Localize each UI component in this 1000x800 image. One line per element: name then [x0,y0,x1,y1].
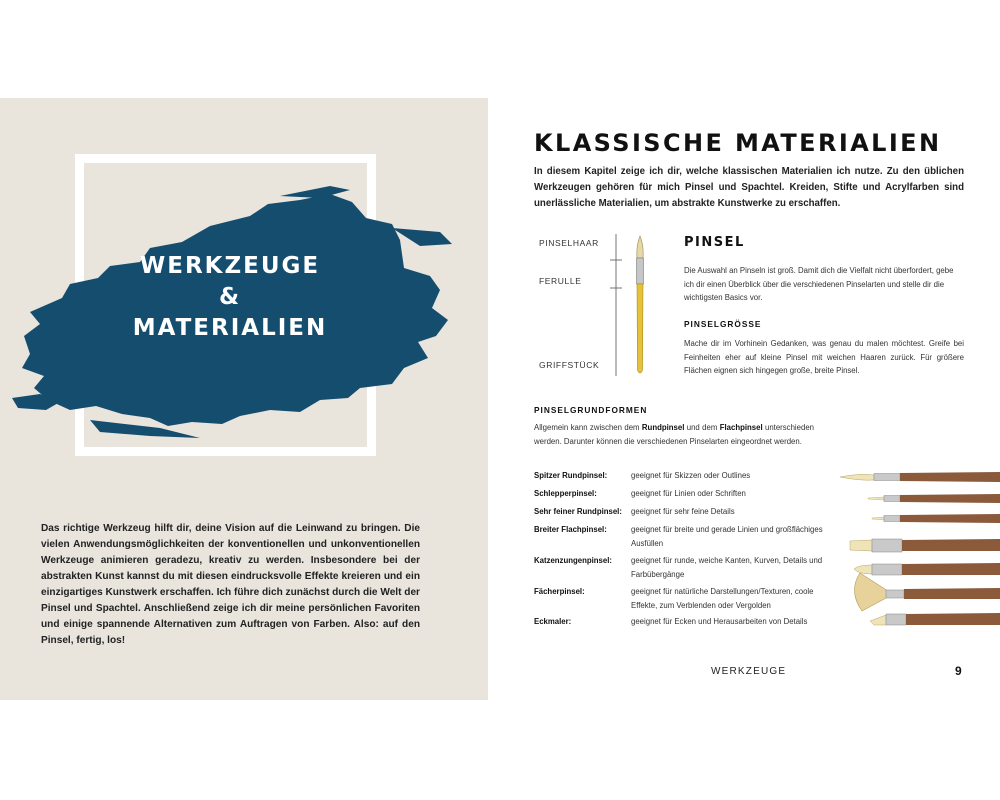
page-title: KLASSISCHE MATERIALIEN [534,129,942,157]
grundformen-text-b: und dem [684,423,720,432]
hero-title-line1: WERKZEUGE [139,253,321,279]
pinselgrundformen-heading: PINSELGRUNDFORMEN [534,405,648,415]
brush-type-name: Fächerpinsel: [534,587,585,596]
grundformen-text-c: unterschieden werden. Darunter können die verschiedenen Pinselarten eingeordnet werden. [534,423,814,446]
pinselgrundformen-paragraph [534,421,814,449]
brush-fine-round-icon [872,514,1000,523]
brush-flat-wide-icon [850,539,1000,552]
brush-type-name: Sehr feiner Rundpinsel: [534,507,622,516]
pinsel-paragraph: Die Auswahl an Pinseln ist groß. Damit dich die Vielfalt nicht überfordert, gebe ich dir einen Überblick über die verschiedenen Pinselarten und stelle dir die wichtigsten Basics vor. [684,266,954,302]
footer-chapter-label: WERKZEUGE [711,666,787,677]
rundpinsel-term: Rundpinsel [641,423,685,432]
brush-type-desc: geeignet für runde, weiche Kanten, Kurven, Details und Farbübergänge [631,556,823,579]
brush-round-pointed-icon [840,472,1000,482]
brush-type-name: Eckmaler: [534,617,572,626]
brush-type-desc: geeignet für Skizzen oder Outlines [631,471,751,480]
label-ferulle: FERULLE [539,276,582,286]
brush-type-desc: geeignet für Ecken und Herausarbeiten von Details [631,617,808,626]
brush-type-desc: geeignet für sehr feine Details [631,507,735,516]
page-number: 9 [955,664,962,678]
left-page [0,98,488,700]
flachpinsel-term: Flachpinsel [719,423,763,432]
lead-paragraph: In diesem Kapitel zeige ich dir, welche klassischen Materialien ich nutze. Zu den üblichen Werkzeugen gehören für mich Pinsel und Spachtel. Kreiden, Stifte und Acrylfarben sind unerlässliche Materialien, um abstrakte Kunstwerke zu erschaffen. [534,166,964,209]
brush-type-name: Katzenzungenpinsel: [534,556,612,565]
grundformen-text-a: Allgemein kann zwischen dem [534,423,642,432]
brush-type-desc: geeignet für Linien oder Schriften [631,489,746,498]
label-griffstueck: GRIFFSTÜCK [539,360,600,370]
brush-anatomy-diagram [600,230,660,380]
brush-types-illustration [840,465,1000,635]
brush-filbert-icon [854,563,1000,575]
brush-type-desc: geeignet für natürliche Darstellungen/Texturen, coole Effekte, zum Verblenden oder Vergolden [631,587,814,610]
brush-type-desc: geeignet für breite und gerade Linien und großflächiges Ausfüllen [631,525,823,548]
intro-paragraph: Das richtige Werkzeug hilft dir, deine Vision auf die Leinwand zu bringen. Die vielen Anwendungsmöglichkeiten der konventionellen und unkonventionellen Werkzeuge animieren geradezu, kreativ zu werden. Insbesondere bei der abstrakten Kunst kannst du mit diesen eindrucksvolle Effekte kreieren und ein einzigartiges Kunstwerk erschaffen. Ich führe dich zunächst durch die Welt der Pinsel und Spachtel. Anschließend zeige ich dir meine persönlichen Favoriten und einige spannende Alternativen zum Auftragen von Farben. Also: auf den Pinsel, fertig, los! [41,523,420,646]
brush-fan-icon [854,573,1000,611]
brush-type-name: Schlepperpinsel: [534,489,597,498]
brush-angular-icon [870,613,1000,625]
brush-type-name: Breiter Flachpinsel: [534,525,607,534]
brush-type-name: Spitzer Rundpinsel: [534,471,608,480]
brush-liner-icon [868,494,1000,503]
pinselgroesse-heading: PINSELGRÖSSE [684,319,762,329]
hero-title-line3: MATERIALIEN [132,315,328,341]
hero-title-line2: & [218,284,242,310]
pinsel-heading: PINSEL [684,235,745,250]
pinselgroesse-paragraph: Mache dir im Vorhinein Gedanken, was genau du malen möchtest. Greife bei Feinheiten eher auf kleine Pinsel mit weichen Haaren zurück. Für größere Flächen eignen sich hingegen große, breite Pinsel. [684,339,964,375]
label-pinselhaar: PINSELHAAR [539,238,599,248]
hero-title [110,251,350,344]
